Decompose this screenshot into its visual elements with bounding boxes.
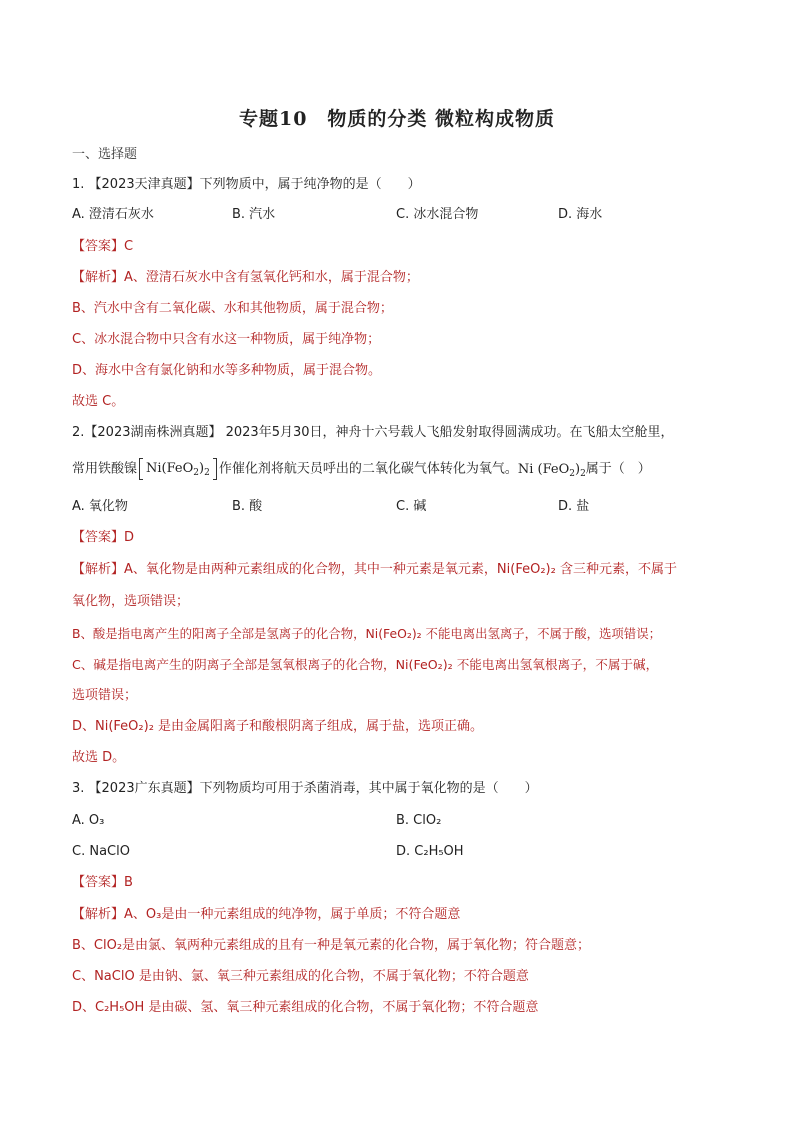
q1-answer [72,238,133,256]
q3-option-c: C. NaClO [72,844,130,859]
formula-text: Ni (FeO [517,461,570,477]
q1-analysis-line [72,269,419,287]
q2-stem-line2 [72,458,651,483]
q2-analysis-line: D、Ni(FeO₂)₂ 是由金属阳离子和酸根阴离子组成，属于盐，选项正确。 [72,719,484,734]
q3-analysis-line [72,906,460,924]
q2-analysis-line: C、碱是指电离产生的阴离子全部是氢氧根离子的化合物，Ni(FeO₂)₂ 不能电离出氢氧根离子，不属于碱， [72,657,659,672]
analysis-text: A、澄清石灰水中含有氢氧化钙和水，属于混合物； [124,270,419,285]
q2-option-d: D. 盐 [558,499,590,514]
q2-stem-text: 常用铁酸镍 [72,461,138,477]
q2-stem-text: 属于（ ） [585,461,651,477]
nickel-ferrite-formula-inline [518,462,586,477]
q1-analysis-line: C、冰水混合物中只含有水这一种物质，属于纯净物； [72,332,381,347]
formula-subscript: 2 [193,468,200,478]
formula-subscript: 2 [580,468,586,479]
section-heading: 一、选择题 [72,147,138,162]
analysis-tag: 【解析】 [72,270,125,285]
q2-analysis-line: B、酸是指电离产生的阳离子全部是氢离子的化合物，Ni(FeO₂)₂ 不能电离出氢离子，不属于酸，选项错误； [72,626,661,641]
q3-stem: 3. 【2023广东真题】下列物质均可用于杀菌消毒，其中属于氧化物的是（ ） [72,781,538,796]
formula-text: Ni(FeO [146,461,194,476]
q3-option-b: B. ClO₂ [396,813,442,828]
nickel-ferrite-formula [139,458,217,480]
q3-option-a: A. O₃ [72,813,105,828]
q2-conclusion: 故选 D。 [72,750,126,765]
formula-subscript: 2 [569,468,575,479]
q2-analysis-line: 选项错误； [72,688,138,703]
formula-subscript: 2 [204,468,210,478]
q2-option-a: A. 氧化物 [72,499,128,514]
answer-value: D [124,530,135,545]
q1-option-a: A. 澄清石灰水 [72,207,154,222]
q1-analysis-line: D、海水中含有氯化钠和水等多种物质，属于混合物。 [72,363,382,378]
page-title: 专题10 物质的分类 微粒构成物质 [238,108,556,130]
formula-text: ) [574,461,581,477]
q1-option-b: B. 汽水 [232,207,276,222]
q1-option-c: C. 冰水混合物 [396,207,479,222]
q3-analysis-line: C、NaClO 是由钠、氯、氧三种元素组成的化合物，不属于氧化物；不符合题意 [72,969,529,984]
analysis-tag: 【解析】 [72,907,125,922]
analysis-tag: 【解析】 [72,562,125,577]
q1-analysis-line: B、汽水中含有二氧化碳、水和其他物质，属于混合物； [72,301,393,316]
answer-tag: 【答案】 [72,239,125,254]
analysis-text: A、氧化物是由两种元素组成的化合物，其中一种元素是氧元素，Ni(FeO₂)₂ 含三种元素，不属于 [124,562,677,577]
formula-text: ) [199,461,205,476]
q2-option-c: C. 碱 [396,499,427,514]
q2-answer [72,529,134,547]
answer-tag: 【答案】 [72,875,125,890]
q2-stem-text: 作催化剂将航天员呼出的二氧化碳气体转化为氧气。 [218,461,518,477]
q1-option-d: D. 海水 [558,207,603,222]
q1-conclusion: 故选 C。 [72,394,125,409]
analysis-text: A、O₃是由一种元素组成的纯净物，属于单质；不符合题意 [124,907,461,922]
answer-value: B [124,875,133,890]
answer-value: C [124,239,134,254]
q3-analysis-line: D、C₂H₅OH 是由碳、氢、氧三种元素组成的化合物，不属于氧化物；不符合题意 [72,1000,539,1015]
answer-tag: 【答案】 [72,530,125,545]
q2-analysis-line [72,561,677,579]
q2-stem-line1: 2.【2023湖南株洲真题】 2023年5月30日，神舟十六号载人飞船发射取得圆满成功。在飞船太空舱里， [72,425,674,440]
q3-analysis-line: B、ClO₂是由氯、氧两种元素组成的且有一种是氧元素的化合物，属于氧化物；符合题意； [72,938,591,953]
q2-option-b: B. 酸 [232,499,263,514]
q1-stem: 1. 【2023天津真题】下列物质中，属于纯净物的是（ ） [72,177,421,192]
q2-analysis-line: 氧化物，选项错误； [72,594,190,609]
q3-answer [72,874,133,892]
q3-option-d: D. C₂H₅OH [396,844,464,859]
